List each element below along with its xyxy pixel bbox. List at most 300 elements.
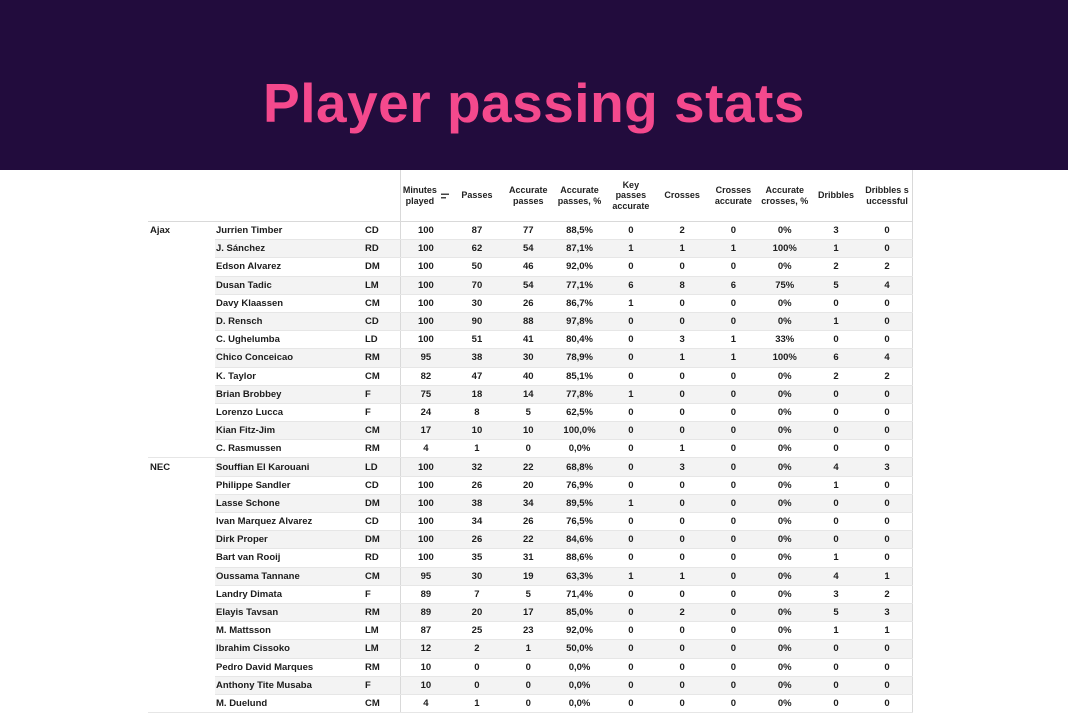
cell-crosses-accurate: 0 (708, 476, 759, 494)
column-header-crosses[interactable] (656, 170, 707, 222)
column-header-label: Passes (461, 190, 493, 201)
cell-accurate-passes-pct: 88,6% (554, 549, 605, 567)
player-position: LD (363, 458, 400, 476)
cell-minutes-played: 17 (400, 422, 451, 440)
table-row (148, 549, 913, 567)
player-position: DM (363, 531, 400, 549)
cell-passes: 38 (451, 494, 502, 512)
cell-crosses: 0 (656, 403, 707, 421)
cell-dribbles-successful: 0 (862, 240, 913, 258)
cell-key-passes-accurate: 0 (605, 403, 656, 421)
cell-crosses: 8 (656, 276, 707, 294)
cell-crosses: 1 (656, 567, 707, 585)
page-title: Player passing stats (263, 72, 805, 134)
cell-key-passes-accurate: 0 (605, 676, 656, 694)
cell-accurate-passes-pct: 89,5% (554, 494, 605, 512)
cell-dribbles: 1 (810, 312, 861, 330)
cell-dribbles-successful: 0 (862, 549, 913, 567)
cell-accurate-passes: 54 (503, 276, 554, 294)
cell-crosses-accurate: 0 (708, 585, 759, 603)
cell-passes: 10 (451, 422, 502, 440)
cell-dribbles-successful: 0 (862, 294, 913, 312)
cell-accurate-crosses-pct: 100% (759, 349, 810, 367)
player-position: CM (363, 422, 400, 440)
cell-key-passes-accurate: 1 (605, 494, 656, 512)
cell-crosses-accurate: 1 (708, 349, 759, 367)
player-position: LD (363, 331, 400, 349)
cell-passes: 18 (451, 385, 502, 403)
cell-accurate-passes: 0 (503, 694, 554, 712)
cell-accurate-passes-pct: 50,0% (554, 640, 605, 658)
cell-accurate-passes: 26 (503, 513, 554, 531)
cell-accurate-passes-pct: 0,0% (554, 694, 605, 712)
table-row (148, 640, 913, 658)
cell-accurate-passes: 14 (503, 385, 554, 403)
team-name (148, 585, 215, 603)
cell-dribbles-successful: 0 (862, 422, 913, 440)
column-header-key-passes-accurate[interactable] (605, 170, 656, 222)
cell-accurate-crosses-pct: 0% (759, 622, 810, 640)
player-name: D. Rensch (215, 312, 363, 330)
player-name: C. Ughelumba (215, 331, 363, 349)
player-position: CD (363, 312, 400, 330)
table-row (148, 276, 913, 294)
column-header-accurate-passes[interactable] (503, 170, 554, 222)
player-name: M. Duelund (215, 694, 363, 712)
cell-crosses: 0 (656, 694, 707, 712)
cell-key-passes-accurate: 1 (605, 385, 656, 403)
cell-accurate-crosses-pct: 0% (759, 494, 810, 512)
player-name: Dusan Tadic (215, 276, 363, 294)
cell-passes: 35 (451, 549, 502, 567)
cell-accurate-passes-pct: 77,1% (554, 276, 605, 294)
cell-accurate-passes-pct: 76,9% (554, 476, 605, 494)
cell-dribbles: 0 (810, 385, 861, 403)
cell-dribbles-successful: 0 (862, 513, 913, 531)
player-position: CD (363, 222, 400, 240)
cell-dribbles: 0 (810, 640, 861, 658)
cell-accurate-passes-pct: 92,0% (554, 258, 605, 276)
cell-crosses-accurate: 1 (708, 331, 759, 349)
cell-accurate-passes-pct: 100,0% (554, 422, 605, 440)
cell-dribbles-successful: 0 (862, 222, 913, 240)
cell-dribbles-successful: 4 (862, 276, 913, 294)
cell-key-passes-accurate: 0 (605, 585, 656, 603)
cell-accurate-passes-pct: 80,4% (554, 331, 605, 349)
cell-accurate-crosses-pct: 0% (759, 403, 810, 421)
cell-dribbles: 4 (810, 458, 861, 476)
cell-minutes-played: 100 (400, 458, 451, 476)
column-header-label: Accurate passes (508, 184, 548, 206)
cell-crosses: 0 (656, 258, 707, 276)
cell-crosses: 2 (656, 603, 707, 621)
column-header-label: Accurate passes, % (557, 184, 602, 206)
cell-accurate-passes-pct: 92,0% (554, 622, 605, 640)
player-position: RD (363, 240, 400, 258)
player-position: RM (363, 603, 400, 621)
team-name (148, 694, 215, 712)
cell-minutes-played: 100 (400, 531, 451, 549)
cell-dribbles-successful: 1 (862, 567, 913, 585)
cell-crosses-accurate: 0 (708, 422, 759, 440)
cell-accurate-crosses-pct: 0% (759, 640, 810, 658)
cell-minutes-played: 89 (400, 603, 451, 621)
cell-key-passes-accurate: 1 (605, 294, 656, 312)
player-name: Lasse Schone (215, 494, 363, 512)
cell-accurate-crosses-pct: 0% (759, 549, 810, 567)
column-header-accurate-passes-pct[interactable] (554, 170, 605, 222)
cell-crosses: 0 (656, 676, 707, 694)
cell-accurate-passes: 5 (503, 403, 554, 421)
column-header-accurate-crosses-pct[interactable] (759, 170, 810, 222)
cell-minutes-played: 100 (400, 312, 451, 330)
player-name: K. Taylor (215, 367, 363, 385)
column-header-minutes-played[interactable] (400, 170, 451, 222)
cell-crosses-accurate: 0 (708, 603, 759, 621)
cell-passes: 26 (451, 476, 502, 494)
cell-crosses-accurate: 1 (708, 240, 759, 258)
team-name (148, 640, 215, 658)
cell-dribbles-successful: 0 (862, 531, 913, 549)
cell-key-passes-accurate: 0 (605, 513, 656, 531)
cell-crosses: 3 (656, 331, 707, 349)
player-name: Bart van Rooij (215, 549, 363, 567)
team-name (148, 513, 215, 531)
player-position: CM (363, 694, 400, 712)
team-name (148, 294, 215, 312)
cell-passes: 47 (451, 367, 502, 385)
cell-dribbles-successful: 0 (862, 476, 913, 494)
table-row (148, 567, 913, 585)
cell-passes: 30 (451, 567, 502, 585)
cell-key-passes-accurate: 0 (605, 476, 656, 494)
cell-minutes-played: 10 (400, 676, 451, 694)
cell-minutes-played: 4 (400, 440, 451, 458)
player-position: F (363, 385, 400, 403)
cell-key-passes-accurate: 0 (605, 331, 656, 349)
table-row (148, 385, 913, 403)
cell-dribbles: 0 (810, 676, 861, 694)
table-row (148, 676, 913, 694)
table-row (148, 531, 913, 549)
table-row (148, 349, 913, 367)
cell-dribbles: 1 (810, 622, 861, 640)
cell-passes: 7 (451, 585, 502, 603)
cell-dribbles: 0 (810, 494, 861, 512)
cell-crosses-accurate: 0 (708, 258, 759, 276)
cell-accurate-passes: 0 (503, 676, 554, 694)
cell-key-passes-accurate: 0 (605, 622, 656, 640)
cell-accurate-passes-pct: 62,5% (554, 403, 605, 421)
cell-crosses: 0 (656, 312, 707, 330)
cell-dribbles: 0 (810, 513, 861, 531)
cell-minutes-played: 4 (400, 694, 451, 712)
cell-accurate-passes-pct: 68,8% (554, 458, 605, 476)
cell-minutes-played: 100 (400, 240, 451, 258)
player-position: RM (363, 440, 400, 458)
cell-crosses: 0 (656, 385, 707, 403)
player-name: Elayis Tavsan (215, 603, 363, 621)
player-position: LM (363, 640, 400, 658)
cell-accurate-passes: 23 (503, 622, 554, 640)
cell-dribbles: 1 (810, 549, 861, 567)
player-name: Pedro David Marques (215, 658, 363, 676)
cell-key-passes-accurate: 0 (605, 222, 656, 240)
player-position: LM (363, 276, 400, 294)
cell-dribbles-successful: 2 (862, 585, 913, 603)
cell-minutes-played: 95 (400, 567, 451, 585)
team-name (148, 258, 215, 276)
cell-accurate-passes: 0 (503, 658, 554, 676)
cell-crosses: 0 (656, 422, 707, 440)
cell-passes: 87 (451, 222, 502, 240)
cell-accurate-passes: 22 (503, 531, 554, 549)
cell-crosses-accurate: 0 (708, 513, 759, 531)
cell-passes: 25 (451, 622, 502, 640)
cell-accurate-crosses-pct: 33% (759, 331, 810, 349)
cell-crosses-accurate: 0 (708, 676, 759, 694)
cell-passes: 1 (451, 440, 502, 458)
cell-accurate-passes: 0 (503, 440, 554, 458)
player-position: CM (363, 294, 400, 312)
cell-accurate-passes: 26 (503, 294, 554, 312)
cell-dribbles-successful: 2 (862, 258, 913, 276)
cell-minutes-played: 75 (400, 385, 451, 403)
cell-accurate-crosses-pct: 0% (759, 312, 810, 330)
player-name: Landry Dimata (215, 585, 363, 603)
column-header-passes[interactable] (451, 170, 502, 222)
cell-key-passes-accurate: 0 (605, 440, 656, 458)
table-row (148, 585, 913, 603)
cell-minutes-played: 100 (400, 258, 451, 276)
cell-passes: 90 (451, 312, 502, 330)
cell-accurate-crosses-pct: 0% (759, 458, 810, 476)
player-name: Ivan Marquez Alvarez (215, 513, 363, 531)
cell-accurate-passes: 34 (503, 494, 554, 512)
cell-accurate-passes: 30 (503, 349, 554, 367)
cell-accurate-crosses-pct: 0% (759, 603, 810, 621)
player-position: RM (363, 658, 400, 676)
cell-accurate-passes-pct: 97,8% (554, 312, 605, 330)
cell-accurate-crosses-pct: 75% (759, 276, 810, 294)
cell-key-passes-accurate: 0 (605, 694, 656, 712)
cell-crosses: 2 (656, 222, 707, 240)
player-name: Anthony Tite Musaba (215, 676, 363, 694)
team-name: Ajax (148, 222, 215, 240)
cell-dribbles: 2 (810, 258, 861, 276)
cell-accurate-passes-pct: 0,0% (554, 440, 605, 458)
player-name: Jurrien Timber (215, 222, 363, 240)
cell-accurate-passes-pct: 0,0% (554, 658, 605, 676)
table-row (148, 622, 913, 640)
table-row (148, 258, 913, 276)
player-position: F (363, 585, 400, 603)
team-column-header (148, 170, 215, 222)
cell-dribbles-successful: 0 (862, 640, 913, 658)
player-name: Kian Fitz-Jim (215, 422, 363, 440)
cell-dribbles: 0 (810, 331, 861, 349)
cell-accurate-crosses-pct: 0% (759, 694, 810, 712)
cell-passes: 38 (451, 349, 502, 367)
cell-accurate-passes-pct: 71,4% (554, 585, 605, 603)
team-name (148, 276, 215, 294)
cell-accurate-crosses-pct: 0% (759, 531, 810, 549)
player-name: Brian Brobbey (215, 385, 363, 403)
cell-key-passes-accurate: 0 (605, 258, 656, 276)
cell-accurate-crosses-pct: 0% (759, 476, 810, 494)
cell-dribbles: 1 (810, 476, 861, 494)
cell-dribbles: 0 (810, 294, 861, 312)
cell-crosses-accurate: 0 (708, 367, 759, 385)
cell-crosses: 0 (656, 531, 707, 549)
cell-accurate-passes-pct: 86,7% (554, 294, 605, 312)
player-position: DM (363, 258, 400, 276)
column-header-label: Dribbles (818, 190, 855, 201)
cell-minutes-played: 100 (400, 549, 451, 567)
team-name (148, 603, 215, 621)
cell-dribbles: 1 (810, 240, 861, 258)
table-row (148, 403, 913, 421)
cell-passes: 51 (451, 331, 502, 349)
cell-minutes-played: 100 (400, 222, 451, 240)
cell-crosses-accurate: 0 (708, 658, 759, 676)
cell-accurate-passes: 88 (503, 312, 554, 330)
cell-dribbles-successful: 0 (862, 658, 913, 676)
cell-crosses: 0 (656, 622, 707, 640)
cell-crosses: 3 (656, 458, 707, 476)
cell-crosses: 0 (656, 585, 707, 603)
player-name: Davy Klaassen (215, 294, 363, 312)
cell-dribbles-successful: 0 (862, 494, 913, 512)
player-position: LM (363, 622, 400, 640)
cell-minutes-played: 82 (400, 367, 451, 385)
cell-passes: 2 (451, 640, 502, 658)
cell-accurate-crosses-pct: 0% (759, 676, 810, 694)
sort-descending-icon[interactable] (441, 192, 450, 200)
cell-dribbles: 0 (810, 658, 861, 676)
cell-accurate-crosses-pct: 0% (759, 585, 810, 603)
team-name (148, 349, 215, 367)
cell-dribbles-successful: 0 (862, 385, 913, 403)
column-header-dribbles-successful[interactable] (862, 170, 913, 222)
team-name (148, 494, 215, 512)
cell-crosses: 0 (656, 476, 707, 494)
cell-dribbles-successful: 0 (862, 403, 913, 421)
cell-accurate-passes: 40 (503, 367, 554, 385)
player-name: Ibrahim Cissoko (215, 640, 363, 658)
table-row (148, 603, 913, 621)
column-header-label: Accurate crosses, % (761, 184, 809, 206)
cell-key-passes-accurate: 0 (605, 531, 656, 549)
cell-accurate-passes-pct: 85,0% (554, 603, 605, 621)
cell-crosses: 0 (656, 494, 707, 512)
cell-accurate-passes-pct: 87,1% (554, 240, 605, 258)
table-row (148, 513, 913, 531)
cell-accurate-passes: 10 (503, 422, 554, 440)
stats-table-area (0, 170, 1068, 712)
cell-key-passes-accurate: 1 (605, 567, 656, 585)
cell-minutes-played: 10 (400, 658, 451, 676)
player-name: M. Mattsson (215, 622, 363, 640)
cell-accurate-crosses-pct: 0% (759, 422, 810, 440)
cell-passes: 50 (451, 258, 502, 276)
cell-accurate-passes-pct: 0,0% (554, 676, 605, 694)
cell-accurate-passes: 5 (503, 585, 554, 603)
table-row (148, 294, 913, 312)
table-row (148, 694, 913, 712)
cell-dribbles-successful: 0 (862, 440, 913, 458)
cell-key-passes-accurate: 0 (605, 367, 656, 385)
cell-accurate-passes: 46 (503, 258, 554, 276)
table-row (148, 312, 913, 330)
cell-minutes-played: 100 (400, 513, 451, 531)
table-row (148, 422, 913, 440)
team-name (148, 549, 215, 567)
cell-crosses-accurate: 0 (708, 312, 759, 330)
cell-accurate-passes: 22 (503, 458, 554, 476)
cell-minutes-played: 12 (400, 640, 451, 658)
cell-crosses-accurate: 0 (708, 294, 759, 312)
cell-passes: 70 (451, 276, 502, 294)
player-position: F (363, 403, 400, 421)
cell-dribbles: 6 (810, 349, 861, 367)
position-column-header (363, 170, 400, 222)
cell-key-passes-accurate: 1 (605, 240, 656, 258)
cell-key-passes-accurate: 0 (605, 640, 656, 658)
column-header-label: Crosses (664, 190, 700, 201)
cell-minutes-played: 100 (400, 331, 451, 349)
cell-passes: 8 (451, 403, 502, 421)
player-name: Edson Alvarez (215, 258, 363, 276)
cell-dribbles: 4 (810, 567, 861, 585)
cell-dribbles: 5 (810, 276, 861, 294)
cell-crosses: 0 (656, 549, 707, 567)
cell-crosses: 1 (656, 240, 707, 258)
cell-accurate-passes-pct: 88,5% (554, 222, 605, 240)
cell-minutes-played: 87 (400, 622, 451, 640)
team-name: NEC (148, 458, 215, 476)
table-row (148, 658, 913, 676)
cell-minutes-played: 89 (400, 585, 451, 603)
cell-minutes-played: 95 (400, 349, 451, 367)
cell-passes: 62 (451, 240, 502, 258)
cell-minutes-played: 100 (400, 294, 451, 312)
cell-dribbles: 5 (810, 603, 861, 621)
cell-accurate-crosses-pct: 0% (759, 222, 810, 240)
cell-dribbles-successful: 3 (862, 458, 913, 476)
cell-crosses-accurate: 0 (708, 567, 759, 585)
column-header-dribbles[interactable] (810, 170, 861, 222)
cell-dribbles-successful: 1 (862, 622, 913, 640)
team-name (148, 312, 215, 330)
player-column-header (215, 170, 363, 222)
column-header-crosses-accurate[interactable] (708, 170, 759, 222)
cell-dribbles: 0 (810, 531, 861, 549)
team-name (148, 331, 215, 349)
cell-dribbles-successful: 2 (862, 367, 913, 385)
player-name: Philippe Sandler (215, 476, 363, 494)
cell-crosses-accurate: 0 (708, 458, 759, 476)
player-position: CD (363, 513, 400, 531)
cell-crosses-accurate: 0 (708, 622, 759, 640)
team-name (148, 422, 215, 440)
cell-crosses-accurate: 0 (708, 403, 759, 421)
team-name (148, 440, 215, 458)
cell-crosses-accurate: 0 (708, 494, 759, 512)
team-name (148, 531, 215, 549)
column-header-label: Crosses accurate (714, 184, 752, 206)
table-row (148, 331, 913, 349)
